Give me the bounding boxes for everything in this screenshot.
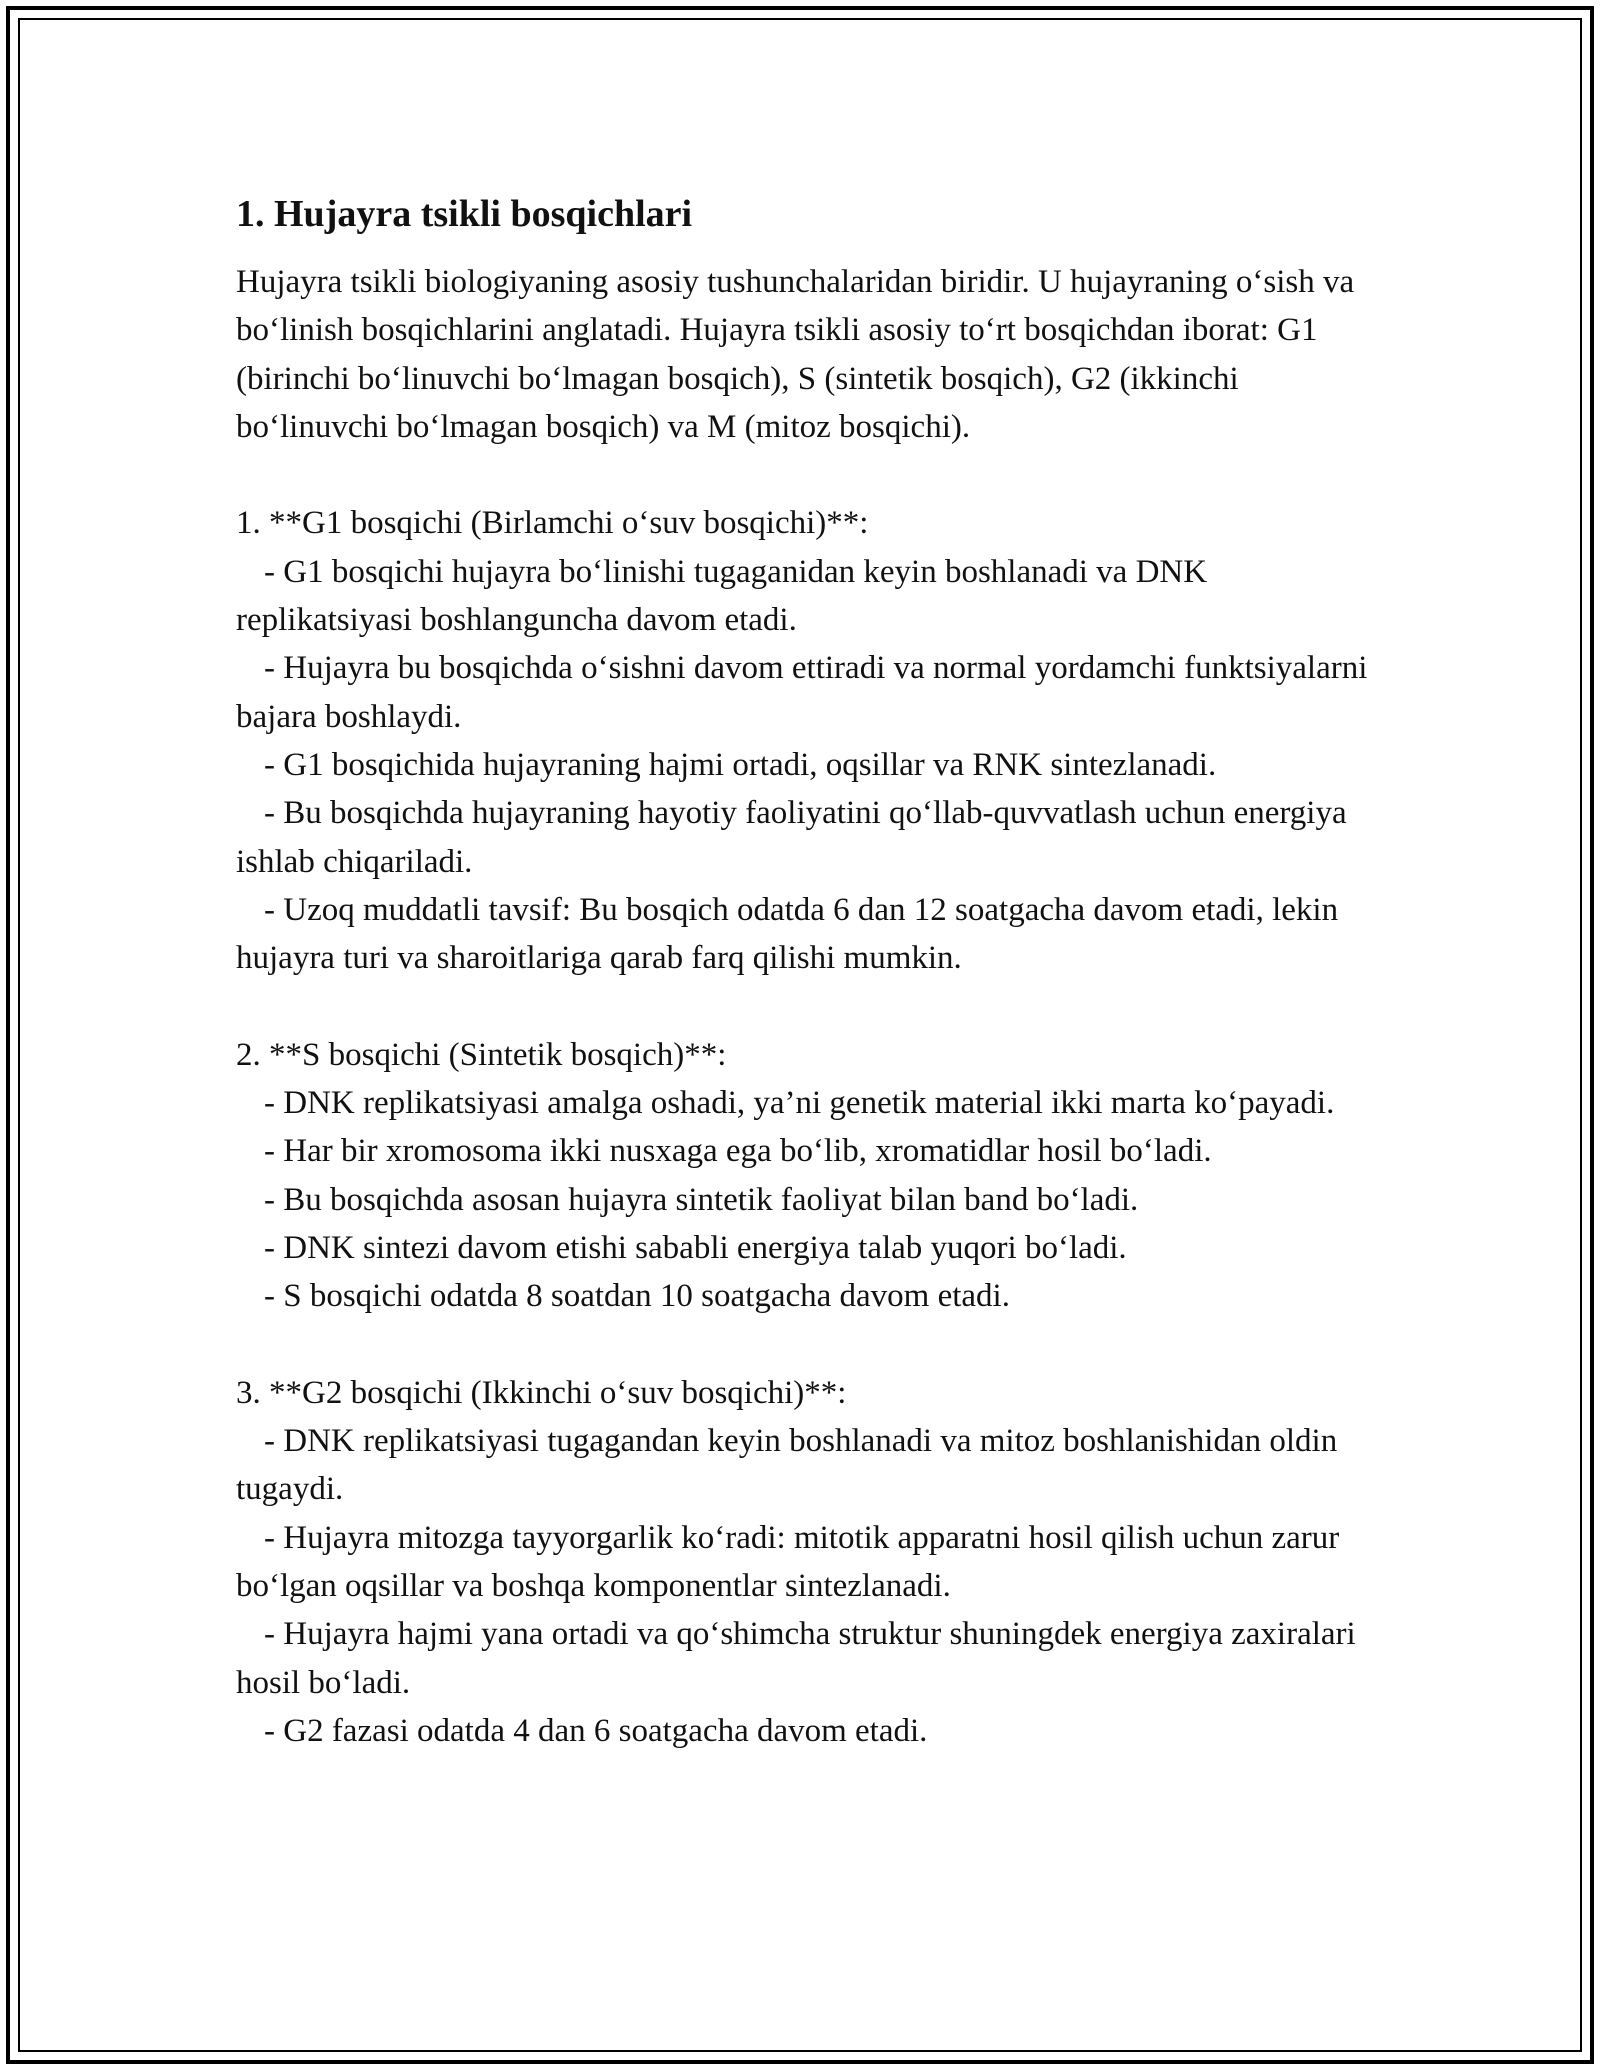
bullet-text: - S bosqichi odatda 8 soatdan 10 soatgacha davom etadi. xyxy=(264,1278,1010,1315)
bullet-item xyxy=(236,1272,1376,1320)
bullet-item xyxy=(236,1127,1376,1175)
bullet-item xyxy=(236,548,1376,645)
bullet-item xyxy=(236,1417,1376,1514)
section-g1 xyxy=(236,499,1376,982)
section-title: 2. **S bosqichi (Sintetik bosqich)**: xyxy=(236,1036,727,1073)
bullet-text: - DNK sintezi davom etishi sababli energiya talab yuqori bo‘ladi. xyxy=(264,1229,1127,1266)
bullet-text: - Bu bosqichda asosan hujayra sintetik faoliyat bilan band bo‘ladi. xyxy=(264,1181,1139,1218)
section-title: 3. **G2 bosqichi (Ikkinchi o‘suv bosqichi)**: xyxy=(236,1374,847,1411)
bullet-text: - Bu bosqichda hujayraning hayotiy faoliyatini qo‘llab-quvvatlash uchun energiya ishlab chiqariladi. xyxy=(236,795,1347,880)
bullet-item xyxy=(236,1224,1376,1272)
bullet-item xyxy=(236,789,1376,886)
section-s xyxy=(236,1031,1376,1321)
bullet-text: - Hujayra hajmi yana ortadi va qo‘shimcha struktur shuningdek energiya zaxiralari hosil bo‘ladi. xyxy=(236,1616,1356,1701)
page-title: 1. Hujayra tsikli bosqichlari xyxy=(236,193,693,235)
bullet-item xyxy=(236,1079,1376,1127)
bullet-item xyxy=(236,886,1376,983)
bullet-text: - Uzoq muddatli tavsif: Bu bosqich odatda 6 dan 12 soatgacha davom etadi, lekin hujayra turi va sharoitlariga qarab farq qilishi mumkin. xyxy=(236,891,1339,977)
section-title: 1. **G1 bosqichi (Birlamchi o‘suv bosqichi)**: xyxy=(236,505,869,542)
bullet-text: - G1 bosqichida hujayraning hajmi ortadi, oqsillar va RNK sintezlanadi. xyxy=(264,746,1217,783)
document-body xyxy=(236,188,1376,1755)
bullet-text: - DNK replikatsiyasi tugagandan keyin boshlanadi va mitoz boshlanishidan oldin tugaydi. xyxy=(236,1423,1338,1508)
bullet-item xyxy=(236,644,1376,741)
bullet-item xyxy=(236,1610,1376,1707)
bullet-item xyxy=(236,1176,1376,1224)
bullet-text: - Hujayra bu bosqichda o‘sishni davom ettiradi va normal yordamchi funktsiyalarni bajara boshlaydi. xyxy=(236,650,1368,735)
bullet-item xyxy=(236,1514,1376,1611)
bullet-text: - DNK replikatsiyasi amalga oshadi, ya’ni genetik material ikki marta ko‘payadi. xyxy=(264,1085,1335,1122)
bullet-item xyxy=(236,741,1376,789)
section-g2 xyxy=(236,1369,1376,1755)
intro-paragraph: Hujayra tsikli biologiyaning asosiy tushunchalaridan biridir. U hujayraning o‘sish va bo‘linish bosqichlarini anglatadi. Hujayra tsikli asosiy to‘rt bosqichdan iborat: G1 (birinchi bo‘linuvchi bo‘lmagan bosqich), S (sintetik bosqich), G2 (ikkinchi bo‘linuvchi bo‘lmagan bosqich) va M (mitoz bosqichi). xyxy=(236,264,1355,445)
bullet-item xyxy=(236,1707,1376,1755)
bullet-text: - Hujayra mitozga tayyorgarlik ko‘radi: mitotik apparatni hosil qilish uchun zarur bo‘lgan oqsillar va boshqa komponentlar sintezlanadi. xyxy=(236,1519,1340,1605)
bullet-text: - G2 fazasi odatda 4 dan 6 soatgacha davom etadi. xyxy=(264,1712,928,1749)
bullet-text: - G1 bosqichi hujayra bo‘linishi tugaganidan keyin boshlanadi va DNK replikatsiyasi boshlanguncha davom etadi. xyxy=(236,553,1208,639)
bullet-text: - Har bir xromosoma ikki nusxaga ega bo‘lib, xromatidlar hosil bo‘ladi. xyxy=(264,1133,1212,1170)
